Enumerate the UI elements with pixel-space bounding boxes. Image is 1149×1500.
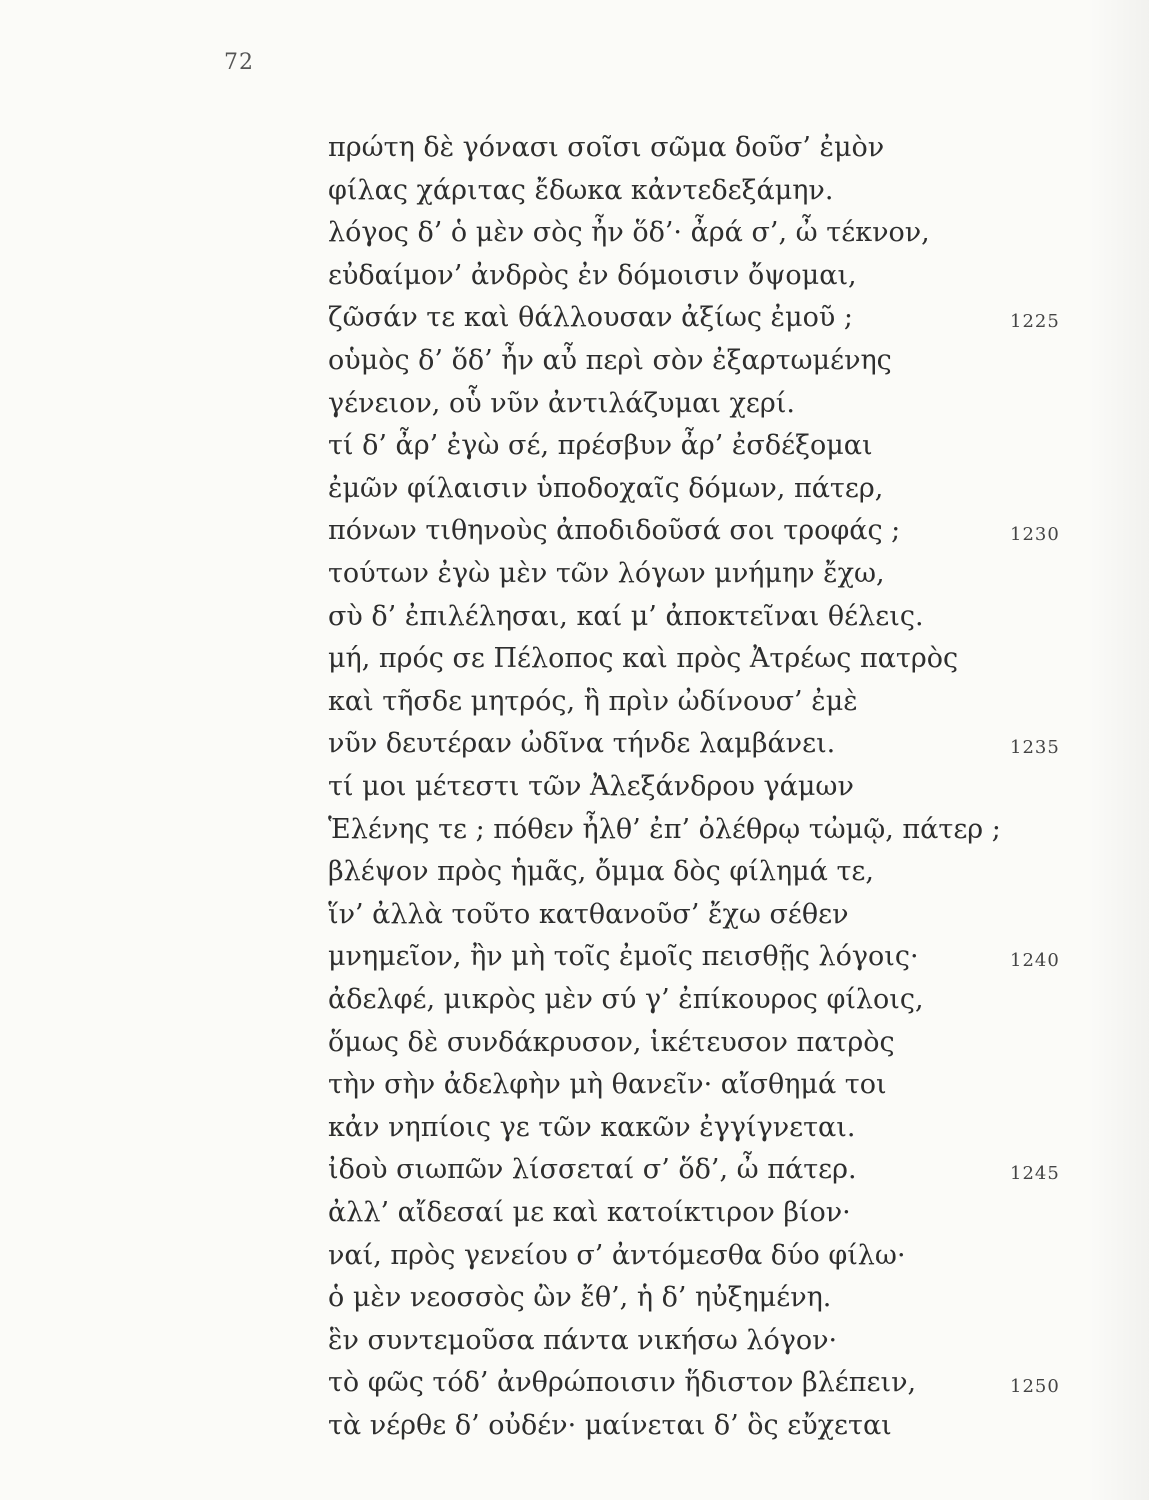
verse-line: ἵν’ ἀλλὰ τοῦτο κατθανοῦσ’ ἔχω σέθεν bbox=[328, 899, 849, 930]
verse-line: ὅμως δὲ συνδάκρυσον, ἱκέτευσον πατρὸς bbox=[328, 1027, 895, 1058]
verse-line: λόγος δ’ ὁ μὲν σὸς ἦν ὅδ’· ἆρά σ’, ὦ τέκνον, bbox=[328, 217, 930, 248]
verse-line: οὑμὸς δ’ ὅδ’ ἦν αὖ περὶ σὸν ἐξαρτωμένης bbox=[328, 345, 892, 376]
verse-line: ἓν συντεμοῦσα πάντα νικήσω λόγον· bbox=[328, 1325, 838, 1356]
verse-line: τὸ φῶς τόδ’ ἀνθρώποισιν ἥδιστον βλέπειν, bbox=[328, 1367, 917, 1398]
verse-line: ἐμῶν φίλαισιν ὑποδοχαῖς δόμων, πάτερ, bbox=[328, 473, 884, 504]
verse-line: βλέψον πρὸς ἡμᾶς, ὄμμα δὸς φίλημά τε, bbox=[328, 856, 874, 887]
verse-line: πρώτη δὲ γόνασι σοῖσι σῶμα δοῦσ’ ἐμὸν bbox=[328, 132, 885, 163]
verse-line: ναί, πρὸς γενείου σ’ ἀντόμεσθα δύο φίλω· bbox=[328, 1240, 906, 1271]
verse-line: ἀδελφέ, μικρὸς μὲν σύ γ’ ἐπίκουρος φίλοις, bbox=[328, 984, 924, 1015]
verse-line: φίλας χάριτας ἔδωκα κἀντεδεξάμην. bbox=[328, 175, 834, 206]
verse-line: εὐδαίμον’ ἀνδρὸς ἐν δόμοισιν ὄψομαι, bbox=[328, 260, 857, 291]
verse-line: καὶ τῆσδε μητρός, ἣ πρὶν ὠδίνουσ’ ἐμὲ bbox=[328, 686, 858, 717]
verse-line: γένειον, οὗ νῦν ἀντιλάζυμαι χερί. bbox=[328, 388, 795, 419]
page-number: 72 bbox=[224, 50, 254, 75]
verse-line: τί δ’ ἆρ’ ἐγὼ σέ, πρέσβυν ἆρ’ ἐσδέξομαι bbox=[328, 430, 873, 461]
verse-line: ἰδοὺ σιωπῶν λίσσεταί σ’ ὅδ’, ὦ πάτερ. bbox=[328, 1154, 857, 1185]
line-number: 1235 bbox=[1010, 737, 1060, 758]
verse-line: ἀλλ’ αἴδεσαί με καὶ κατοίκτιρον βίον· bbox=[328, 1197, 851, 1228]
verse-line: μνημεῖον, ἢν μὴ τοῖς ἐμοῖς πεισθῇς λόγοις· bbox=[328, 941, 919, 972]
line-number: 1230 bbox=[1010, 524, 1060, 545]
verse-line: ζῶσάν τε καὶ θάλλουσαν ἀξίως ἐμοῦ ; bbox=[328, 302, 853, 333]
verse-line: μή, πρός σε Πέλοπος καὶ πρὸς Ἀτρέως πατρὸς bbox=[328, 643, 959, 674]
verse-line: τὴν σὴν ἀδελφὴν μὴ θανεῖν· αἴσθημά τοι bbox=[328, 1069, 887, 1100]
line-number: 1250 bbox=[1010, 1376, 1060, 1397]
verse-line: τί μοι μέτεστι τῶν Ἀλεξάνδρου γάμων bbox=[328, 771, 854, 802]
verse-line: σὺ δ’ ἐπιλέλησαι, καί μ’ ἀποκτεῖναι θέλεις. bbox=[328, 601, 924, 632]
verse-line: Ἑλένης τε ; πόθεν ἦλθ’ ἐπ’ ὀλέθρῳ τὠμῷ, πάτερ ; bbox=[328, 814, 1001, 845]
line-number: 1245 bbox=[1010, 1163, 1060, 1184]
line-number: 1225 bbox=[1010, 311, 1060, 332]
line-number: 1240 bbox=[1010, 950, 1060, 971]
verse-line: νῦν δευτέραν ὠδῖνα τήνδε λαμβάνει. bbox=[328, 728, 836, 759]
verse-line: πόνων τιθηνοὺς ἀποδιδοῦσά σοι τροφάς ; bbox=[328, 515, 901, 546]
verse-line: κἀν νηπίοις γε τῶν κακῶν ἐγγίγνεται. bbox=[328, 1112, 856, 1143]
verse-line: τὰ νέρθε δ’ οὐδέν· μαίνεται δ’ ὃς εὔχεται bbox=[328, 1410, 892, 1441]
verse-line: ὁ μὲν νεοσσὸς ὢν ἔθ’, ἡ δ’ ηὐξημένη. bbox=[328, 1282, 832, 1313]
verse-line: τούτων ἐγὼ μὲν τῶν λόγων μνήμην ἔχω, bbox=[328, 558, 885, 589]
